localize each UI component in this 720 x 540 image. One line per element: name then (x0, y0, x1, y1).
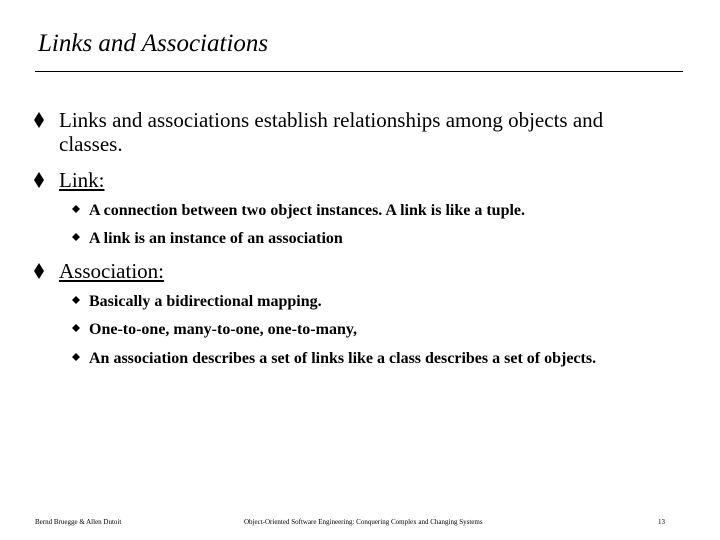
sub-bullet-text: Basically a bidirectional mapping. (89, 293, 322, 310)
footer-page-number: 13 (658, 518, 665, 526)
bullet-heading-association: Association: (59, 259, 164, 283)
small-diamond-bullet-icon (72, 324, 80, 332)
bullet-item (34, 108, 659, 156)
diamond-bullet-icon (34, 263, 44, 279)
sub-bullet-text: An association describes a set of links like a class describes a set of objects. (89, 350, 597, 367)
footer-book-title: Object-Oriented Software Engineering: Conquering Complex and Changing Systems (244, 518, 483, 526)
sub-bullet-text: A link is an instance of an association (89, 230, 343, 247)
sub-bullet-item (72, 227, 659, 250)
diamond-bullet-icon (34, 112, 44, 128)
diamond-bullet-icon (34, 172, 44, 188)
bullet-heading-link: Link: (59, 168, 105, 192)
bullet-item (34, 259, 659, 283)
small-diamond-bullet-icon (72, 205, 80, 213)
sub-bullet-text: One-to-one, many-to-one, one-to-many, (89, 321, 357, 338)
small-diamond-bullet-icon (72, 296, 80, 304)
footer-authors: Bernd Bruegge & Allen Dutoit (35, 518, 122, 526)
bullet-item (34, 168, 659, 192)
bullet-text: Links and associations establish relationships among objects and classes. (59, 108, 604, 156)
slide-title: Links and Associations (38, 30, 269, 57)
sub-bullet-text: A connection between two object instances. A link is like a tuple. (89, 202, 526, 219)
sub-bullet-item (72, 290, 659, 313)
small-diamond-bullet-icon (72, 353, 80, 361)
sub-bullet-item (72, 347, 659, 370)
small-diamond-bullet-icon (72, 233, 80, 241)
sub-bullet-item (72, 199, 659, 222)
sub-bullet-item (72, 318, 659, 341)
title-divider (35, 71, 683, 72)
